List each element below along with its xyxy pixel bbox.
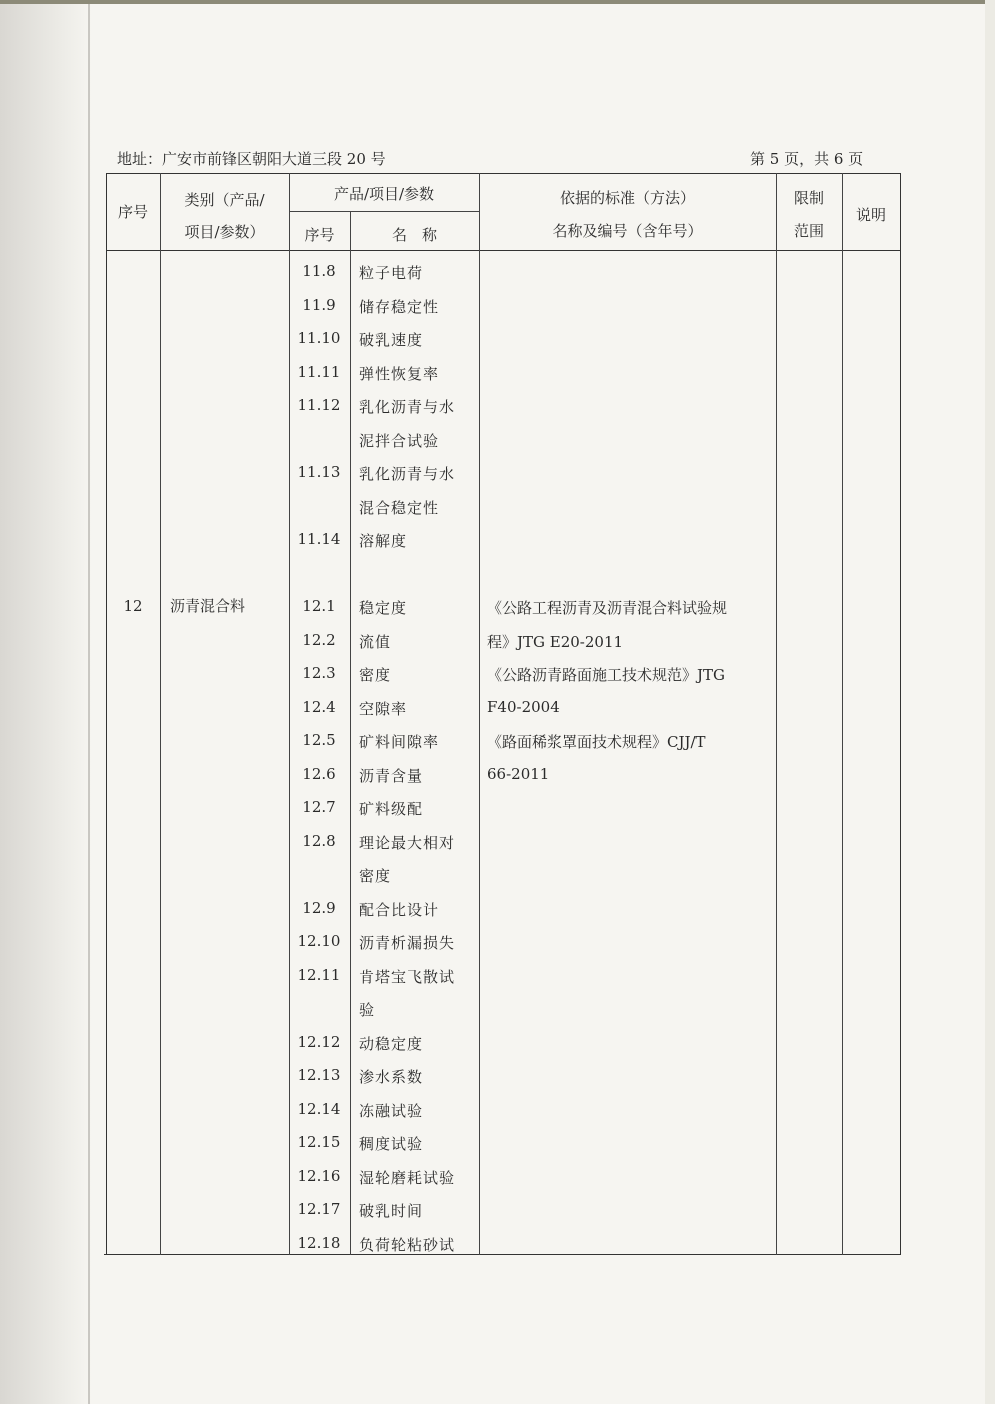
row-name: 负荷轮粘砂试 bbox=[359, 1236, 456, 1254]
row-number: 11.11 bbox=[297, 363, 341, 381]
row-name: 矿料级配 bbox=[359, 800, 424, 818]
col-divider-1 bbox=[160, 173, 161, 1255]
table-bottom-border bbox=[104, 1254, 901, 1255]
row-number: 12.16 bbox=[297, 1167, 341, 1185]
row-name: 渗水系数 bbox=[359, 1068, 424, 1086]
row-number: 12.8 bbox=[302, 832, 336, 850]
row-name: 破乳时间 bbox=[359, 1202, 424, 1220]
row-name: 沥青含量 bbox=[359, 767, 424, 785]
table-right-border bbox=[900, 173, 901, 1255]
row-number: 12.7 bbox=[302, 798, 336, 816]
row-name: 冻融试验 bbox=[359, 1102, 424, 1120]
header-note: 说明 bbox=[855, 206, 886, 224]
spine-line bbox=[88, 0, 90, 1404]
col-divider-4 bbox=[479, 173, 480, 1255]
row-name: 破乳速度 bbox=[359, 331, 424, 349]
row-name: 乳化沥青与水 bbox=[359, 398, 456, 416]
row-name: 稳定度 bbox=[359, 599, 408, 617]
subheader-divider bbox=[289, 211, 479, 212]
header-bottom-border bbox=[106, 250, 901, 251]
row-number: 12.13 bbox=[297, 1066, 341, 1084]
row-name: 储存稳定性 bbox=[359, 298, 440, 316]
row-number: 12.10 bbox=[297, 932, 341, 950]
row-number: 12.11 bbox=[297, 966, 341, 984]
row-number: 12.18 bbox=[297, 1234, 341, 1252]
page-number-text: 第 5 页，共 6 页 bbox=[750, 150, 864, 168]
col-divider-5 bbox=[776, 173, 777, 1255]
row-name: 混合稳定性 bbox=[359, 499, 440, 517]
header-name: 名 称 bbox=[391, 226, 437, 244]
standard-line: 《公路沥青路面施工技术规范》JTG bbox=[487, 666, 726, 684]
standard-line: F40-2004 bbox=[487, 698, 560, 716]
row-number: 12.15 bbox=[297, 1133, 341, 1151]
row-name: 验 bbox=[359, 1001, 376, 1019]
row-name: 空隙率 bbox=[359, 700, 408, 718]
header-sub-seq: 序号 bbox=[304, 226, 335, 244]
header-category-line1: 类别（产品/ bbox=[184, 191, 265, 209]
header-limit-line1: 限制 bbox=[793, 189, 824, 207]
row-number: 12.12 bbox=[297, 1033, 341, 1051]
row-number: 12.3 bbox=[302, 664, 336, 682]
header-standard-line1: 依据的标准（方法） bbox=[559, 189, 695, 207]
group-category: 沥青混合料 bbox=[170, 597, 246, 615]
address-text: 地址：广安市前锋区朝阳大道三段 20 号 bbox=[117, 150, 386, 168]
row-name: 配合比设计 bbox=[359, 901, 440, 919]
row-number: 12.9 bbox=[302, 899, 336, 917]
col-divider-3 bbox=[350, 211, 351, 1255]
row-name: 理论最大相对 bbox=[359, 834, 456, 852]
binding-edge bbox=[0, 0, 92, 1404]
row-name: 动稳定度 bbox=[359, 1035, 424, 1053]
row-name: 弹性恢复率 bbox=[359, 365, 440, 383]
row-number: 12.1 bbox=[302, 597, 336, 615]
standard-line: 程》JTG E20-2011 bbox=[487, 633, 624, 651]
header-standard-line2: 名称及编号（含年号） bbox=[552, 222, 703, 240]
row-name: 矿料间隙率 bbox=[359, 733, 440, 751]
row-number: 11.9 bbox=[302, 296, 336, 314]
col-divider-6 bbox=[842, 173, 843, 1255]
row-number: 11.13 bbox=[297, 463, 341, 481]
right-edge bbox=[985, 0, 995, 1404]
row-name: 泥拌合试验 bbox=[359, 432, 440, 450]
row-number: 12.4 bbox=[302, 698, 336, 716]
row-name: 密度 bbox=[359, 666, 392, 684]
row-number: 12.5 bbox=[302, 731, 336, 749]
row-number: 12.14 bbox=[297, 1100, 341, 1118]
row-name: 密度 bbox=[359, 867, 392, 885]
row-name: 溶解度 bbox=[359, 532, 408, 550]
group-seq: 12 bbox=[123, 597, 143, 615]
row-name: 粒子电荷 bbox=[359, 264, 424, 282]
row-name: 沥青析漏损失 bbox=[359, 934, 456, 952]
row-name: 流值 bbox=[359, 633, 392, 651]
standard-line: 《路面稀浆罩面技术规程》CJJ/T bbox=[487, 733, 706, 751]
row-name: 稠度试验 bbox=[359, 1135, 424, 1153]
table-left-border bbox=[106, 173, 107, 1255]
row-number: 11.14 bbox=[297, 530, 341, 548]
row-number: 11.10 bbox=[297, 329, 341, 347]
header-limit-line2: 范围 bbox=[793, 222, 824, 240]
row-name: 乳化沥青与水 bbox=[359, 465, 456, 483]
table-top-border bbox=[106, 173, 901, 174]
row-number: 11.8 bbox=[302, 262, 336, 280]
standard-line: 《公路工程沥青及沥青混合料试验规 bbox=[487, 599, 728, 617]
top-edge bbox=[0, 0, 995, 4]
row-name: 湿轮磨耗试验 bbox=[359, 1169, 456, 1187]
header-seq: 序号 bbox=[117, 203, 148, 221]
row-number: 11.12 bbox=[297, 396, 341, 414]
header-category-line2: 项目/参数） bbox=[184, 223, 265, 241]
header-product-params: 产品/项目/参数 bbox=[333, 185, 435, 203]
standard-line: 66-2011 bbox=[487, 765, 550, 783]
row-name: 肯塔宝飞散试 bbox=[359, 968, 456, 986]
row-number: 12.2 bbox=[302, 631, 336, 649]
row-number: 12.6 bbox=[302, 765, 336, 783]
row-number: 12.17 bbox=[297, 1200, 341, 1218]
